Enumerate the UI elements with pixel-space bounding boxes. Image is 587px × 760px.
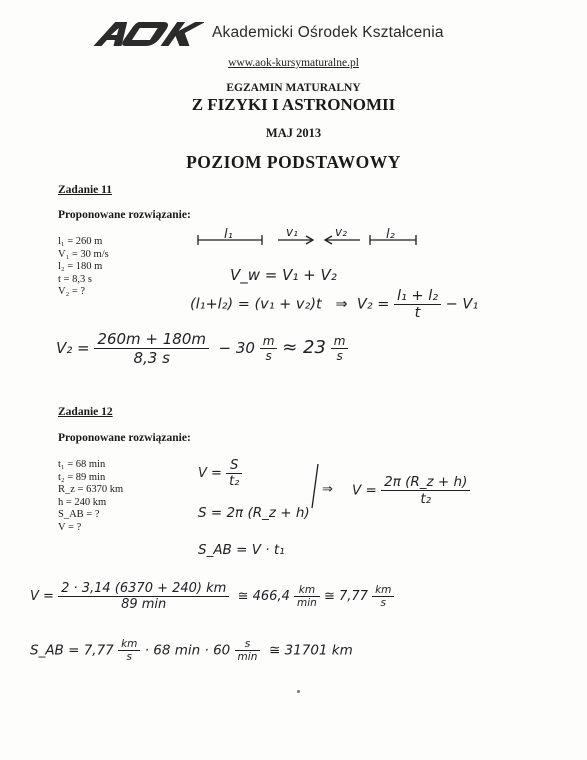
subject-title: Z FIZYKI I ASTRONOMII (191, 95, 396, 114)
eq-implies: ⇒ (322, 482, 333, 497)
eq-fraction (226, 458, 242, 489)
eq-main-fraction (394, 288, 441, 321)
unit-denominator: s (336, 349, 343, 363)
given-item: t = 8,3 s (58, 273, 92, 285)
fraction-numerator: 260m + 180m (94, 330, 209, 349)
label-v1: v₁ (286, 225, 298, 239)
given-item: R_z = 6370 km (58, 484, 124, 496)
eq-main-v2: V₂ = (356, 296, 390, 313)
eq-fraction (381, 474, 470, 507)
eq-main (190, 288, 478, 321)
given-item: V = ? (58, 521, 82, 533)
label-v2: v₂ (335, 225, 347, 239)
implies-icon: ⇒ (335, 296, 348, 313)
eq-lhs: V = (352, 482, 377, 499)
fraction-numerator: l₁ + l₂ (394, 288, 441, 305)
unit-numerator: m (331, 334, 349, 349)
given-item: l₂ = 180 m (58, 261, 103, 273)
organization-name: Akademicki Ośrodek Kształcenia (212, 24, 444, 41)
result-unit-fraction (331, 334, 349, 363)
unit-fraction (118, 638, 140, 663)
unit-denominator: s (126, 651, 132, 663)
eq-main-left: (l₁+l₂) = (v₁ + v₂)t (190, 296, 322, 313)
calc-fraction (94, 330, 209, 367)
aok-logo (86, 20, 204, 48)
calc-result: ≅ 31701 km (268, 642, 353, 659)
label-l2: l₂ (386, 227, 395, 242)
task12-heading: Zadanie 12 (58, 406, 113, 418)
trains-diagram (190, 222, 430, 252)
eq-lhs: V = (198, 466, 222, 481)
eq-velocity-def (198, 458, 242, 489)
scan-speck (297, 690, 300, 693)
calc-lhs: V = (30, 589, 54, 604)
calc-result-2: ≅ 7,77 (323, 589, 368, 604)
given-item: l₁ = 260 m (58, 236, 103, 247)
unit-denominator: min (297, 597, 317, 609)
task12-given-list (58, 459, 123, 535)
unit-fraction (294, 584, 320, 609)
unit-numerator: km (118, 638, 140, 651)
calc-minus-term: − 30 (218, 339, 255, 357)
website-link[interactable]: www.aok-kursymaturalne.pl (228, 57, 359, 69)
level-title: POZIOM PODSTAWOWY (186, 152, 401, 172)
calc-result-1: ≅ 466,4 (237, 589, 290, 604)
given-item: t₂ = 89 min (58, 471, 106, 483)
fraction-denominator: t₂ (229, 474, 240, 489)
session-title: MAJ 2013 (265, 126, 322, 140)
unit-denominator: s (265, 349, 272, 363)
eq-relative-velocity: V_w = V₁ + V₂ (230, 266, 337, 284)
given-item: V₂ = ? (58, 286, 86, 298)
calc-lhs: S_AB = 7,77 (30, 642, 114, 659)
given-item: V₁ = 30 m/s (58, 248, 109, 260)
unit-fraction (260, 334, 278, 363)
given-item: S_AB = ? (58, 509, 100, 521)
fraction-numerator: S (226, 458, 242, 474)
unit-denominator: min (237, 651, 258, 663)
unit-denominator: s (380, 597, 386, 609)
task12-distance-calculation (30, 638, 353, 663)
fraction-denominator: 8,3 s (133, 349, 170, 367)
fraction-denominator: 89 min (121, 597, 167, 612)
calc-middle: · 68 min · 60 (144, 642, 231, 659)
unit-numerator: km (294, 584, 320, 597)
eq-circumference: S = 2π (R_z + h) (198, 505, 310, 521)
eq-velocity-orbit (352, 474, 470, 507)
task11-solution-label: Proponowane rozwiązanie: (58, 209, 191, 221)
given-item: h = 240 km (58, 496, 107, 508)
separator-stroke (308, 462, 322, 510)
unit-fraction (235, 638, 261, 663)
calc-result: ≈ 23 (282, 337, 326, 358)
fraction-numerator: 2 · 3,14 (6370 + 240) km (58, 581, 229, 597)
task12-velocity-calculation (30, 581, 394, 612)
eq-main-tail: − V₁ (445, 296, 479, 313)
unit-fraction (372, 584, 394, 609)
given-item: t₁ = 68 min (58, 459, 106, 470)
fraction-numerator: 2π (R_z + h) (381, 474, 470, 491)
task11-given-list (58, 236, 109, 299)
unit-numerator: km (372, 584, 394, 597)
label-l1: l₁ (224, 227, 233, 242)
task11-calculation (56, 330, 348, 367)
unit-numerator: s (235, 638, 261, 651)
fraction-denominator: t (414, 305, 421, 321)
unit-numerator: m (260, 334, 278, 349)
calc-lhs: V₂ = (56, 339, 90, 357)
task11-heading: Zadanie 11 (58, 184, 113, 196)
exam-title: EGZAMIN MATURALNY (226, 82, 361, 94)
eq-arc-distance: S_AB = V · t₁ (198, 542, 285, 558)
fraction-denominator: t₂ (420, 491, 432, 507)
task12-solution-label: Proponowane rozwiązanie: (58, 432, 191, 444)
calc-fraction (58, 581, 229, 612)
